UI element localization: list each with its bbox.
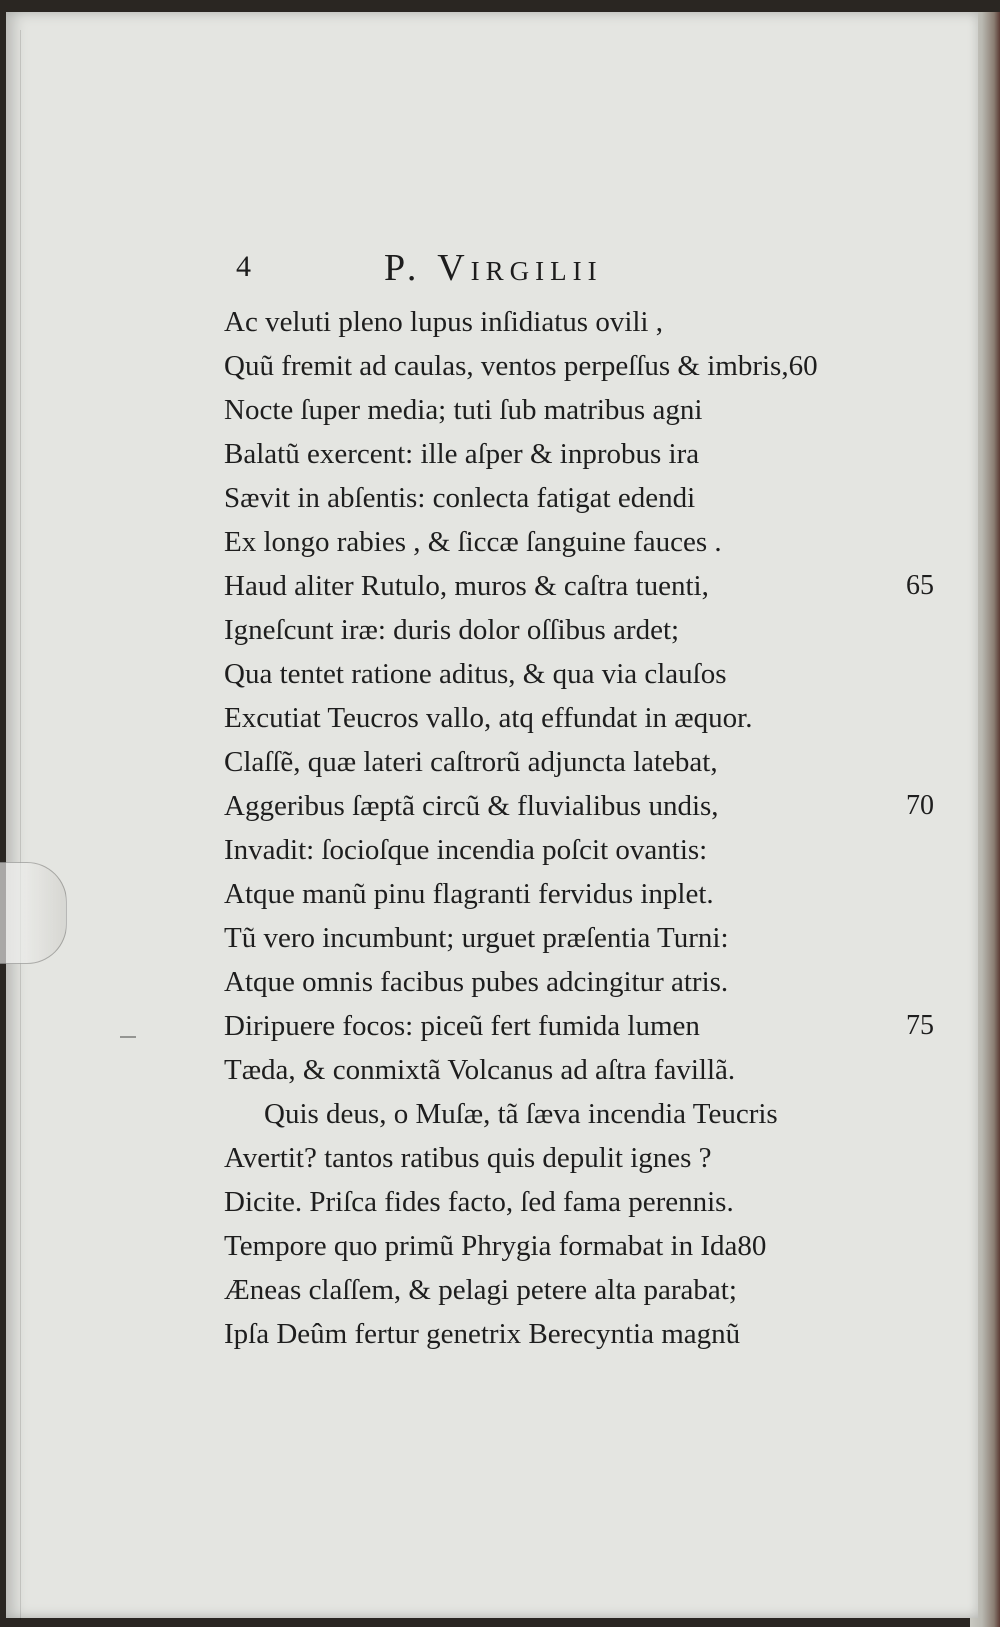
- verse-line-text: Quis deus, o Muſæ, tã ſæva incendia Teucris: [264, 1098, 778, 1130]
- verse-line: [224, 872, 924, 916]
- verse-line-text: Æneas claſſem, & pelagi petere alta parabat;: [224, 1274, 737, 1306]
- verse-line: [224, 1092, 924, 1136]
- verse-line-text: Tempore quo primũ Phrygia formabat in Ida80: [224, 1230, 767, 1262]
- verse-line: [224, 740, 924, 784]
- verse-line-text: Sævit in abſentis: conlecta fatigat edendi: [224, 482, 696, 514]
- margin-mark: [120, 1036, 136, 1038]
- verse-line-text: Excutiat Teucros vallo, atq effundat in æquor.: [224, 702, 753, 734]
- page-clip: [0, 862, 67, 964]
- verse-line: [224, 916, 924, 960]
- verse-line: [224, 432, 924, 476]
- verse-line-text: Balatũ exercent: ille aſper & inprobus ira: [224, 438, 700, 470]
- verse-line-text: Tũ vero incumbunt; urguet præſentia Turni:: [224, 922, 729, 954]
- gutter-line: [20, 30, 21, 1620]
- verse-line-text: Atque omnis facibus pubes adcingitur atris.: [224, 966, 729, 998]
- verse-line: [224, 1180, 924, 1224]
- verse-line-text: Haud aliter Rutulo, muros & caſtra tuenti,: [224, 570, 709, 602]
- verse-line: [224, 784, 934, 828]
- verse-line: [224, 696, 924, 740]
- verse-line-text: Qua tentet ratione aditus, & qua via clauſos: [224, 658, 727, 690]
- line-number: 70: [906, 790, 934, 821]
- verse-line: [224, 828, 924, 872]
- verse-line-text: Ipſa Deûm fertur genetrix Berecyntia magnũ: [224, 1318, 741, 1350]
- verse-line: [224, 1224, 924, 1268]
- line-number: 75: [906, 1010, 934, 1041]
- page-header: [236, 247, 916, 300]
- verse-line-text: Diripuere focos: piceũ fert fumida lumen: [224, 1010, 700, 1042]
- running-head: P. Virgilii: [384, 247, 603, 289]
- verse-line: [224, 344, 924, 388]
- verse-line-text: Ex longo rabies , & ſiccæ ſanguine fauces .: [224, 526, 722, 558]
- verse-line: [224, 1048, 924, 1092]
- verse-line-text: Invadit: ſocioſque incendia poſcit ovantis:: [224, 834, 708, 866]
- verse-line: [224, 1136, 924, 1180]
- verse-line: [224, 300, 924, 344]
- verse-line: [224, 960, 924, 1004]
- verse-line-text: Tæda, & conmixtã Volcanus ad aſtra favillã.: [224, 1054, 736, 1086]
- verse-block: [224, 300, 934, 1356]
- verse-line: [224, 652, 924, 696]
- verse-line: [224, 564, 934, 608]
- verse-line: [224, 388, 924, 432]
- verse-line-text: Atque manũ pinu flagranti fervidus inplet.: [224, 878, 714, 910]
- page-number: 4: [236, 250, 251, 283]
- verse-line: [224, 520, 924, 564]
- verse-line-text: Quũ fremit ad caulas, ventos perpeſſus & imbris,60: [224, 350, 818, 382]
- verse-line: [224, 476, 924, 520]
- verse-line: [224, 1268, 924, 1312]
- verse-line-text: Ac veluti pleno lupus inſidiatus ovili ,: [224, 306, 663, 338]
- line-number: 65: [906, 570, 934, 601]
- verse-line-text: Dicite. Priſca fides facto, ſed fama perennis.: [224, 1186, 734, 1218]
- verse-line-text: Igneſcunt iræ: duris dolor oſſibus ardet;: [224, 614, 680, 646]
- verse-line-text: Avertit? tantos ratibus quis depulit ignes ?: [224, 1142, 712, 1174]
- verse-line: [224, 608, 924, 652]
- verse-line: [224, 1004, 934, 1048]
- verse-line-text: Claſſẽ, quæ lateri caſtrorũ adjuncta latebat,: [224, 746, 718, 778]
- verse-line-text: Nocte ſuper media; tuti ſub matribus agni: [224, 394, 703, 426]
- verse-line: [224, 1312, 924, 1356]
- verse-line-text: Aggeribus ſæptã circũ & fluvialibus undis,: [224, 790, 719, 822]
